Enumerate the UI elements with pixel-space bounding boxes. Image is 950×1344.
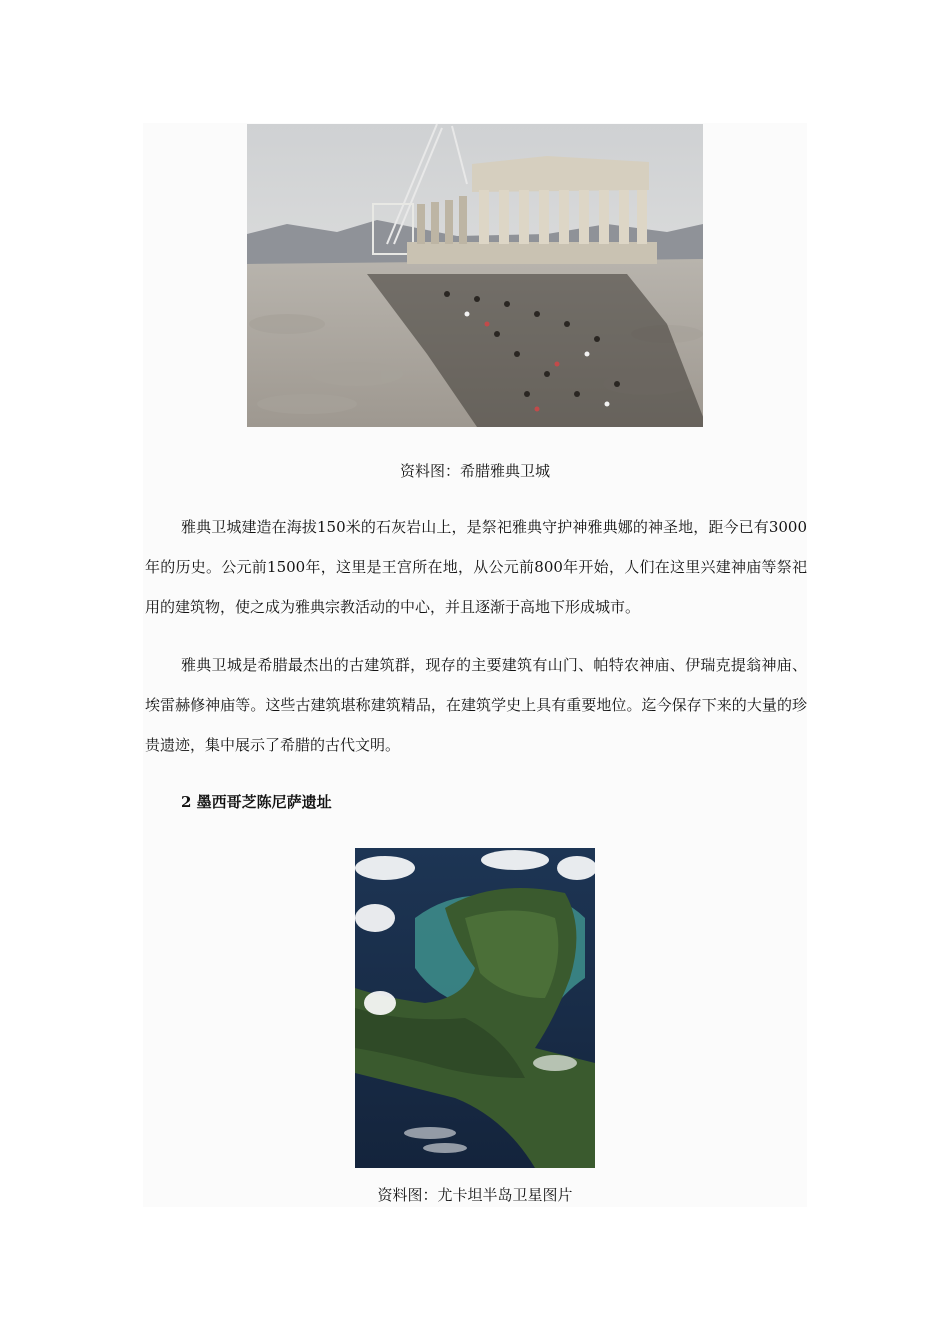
yucatan-satellite-photo <box>355 848 595 1168</box>
paragraph: 雅典卫城建造在海拔150米的石灰岩山上，是祭祀雅典守护神雅典娜的神圣地，距今已有3000年的历史。公元前1500年，这里是王宫所在地，从公元前800年开始，人们在这里兴建神庙等祭祀用的建筑物，使之成为雅典宗教活动的中心，并且逐渐于高地下形成城市。 <box>145 518 807 616</box>
figure-caption: 资料图：希腊雅典卫城 <box>399 462 550 480</box>
section-heading: 2 墨西哥芝陈尼萨遗址 <box>181 793 332 811</box>
acropolis-photo <box>247 124 703 427</box>
figure-caption: 资料图：尤卡坦半岛卫星图片 <box>377 1186 573 1204</box>
paragraph: 雅典卫城是希腊最杰出的古建筑群，现存的主要建筑有山门、帕特农神庙、伊瑞克提翁神庙、埃雷赫修神庙等。这些古建筑堪称建筑精品，在建筑学史上具有重要地位。迄今保存下来的大量的珍贵遗迹，集中展示了希腊的古代文明。 <box>145 656 807 754</box>
